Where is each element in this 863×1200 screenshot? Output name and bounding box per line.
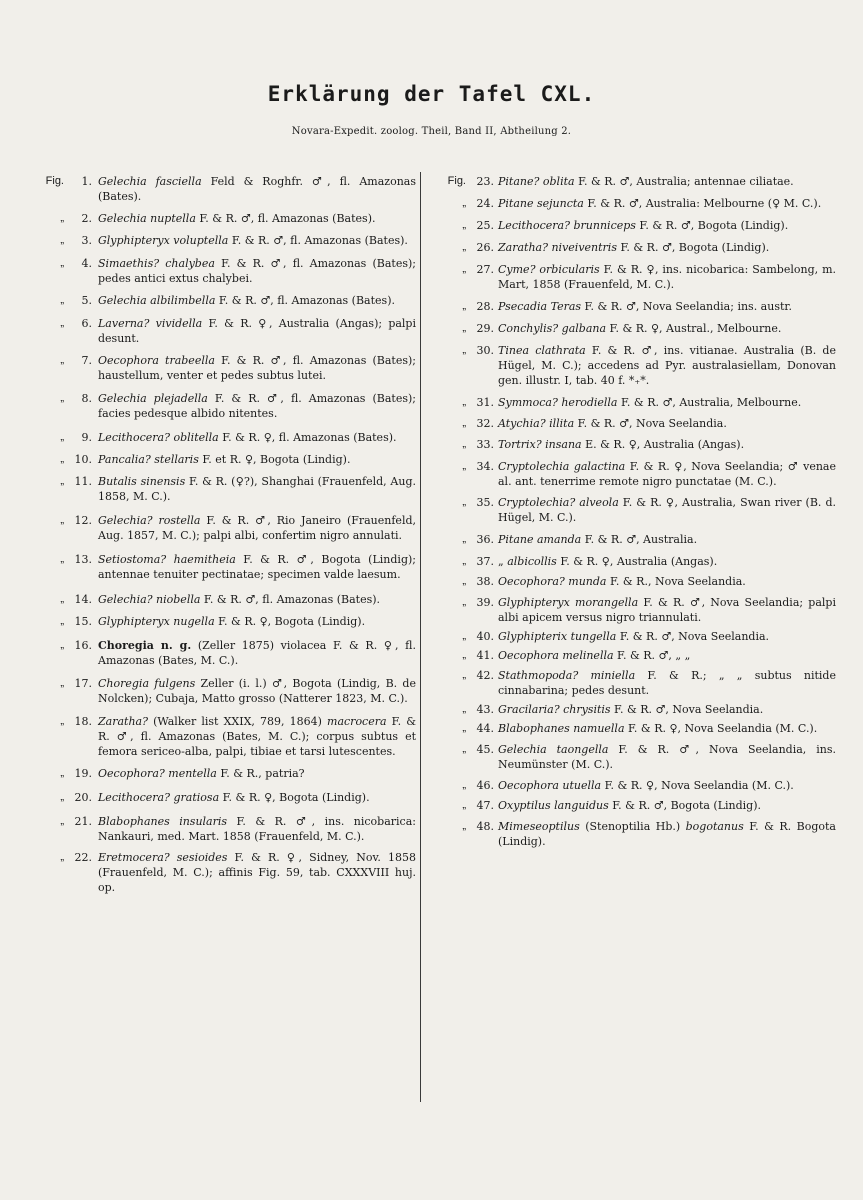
figure-entry xyxy=(430,668,840,698)
figure-entry xyxy=(30,233,420,248)
figure-marker: „ xyxy=(462,300,466,312)
species-name: Gelechia? niobella xyxy=(98,593,201,606)
figure-entry xyxy=(430,437,840,452)
species-name: Pancalia? stellaris xyxy=(98,453,199,466)
figure-entry xyxy=(430,554,840,569)
figure-description xyxy=(98,814,416,844)
figure-entry xyxy=(430,778,840,793)
figure-marker: „ xyxy=(462,533,466,545)
species-name: Mimeseoptilus xyxy=(498,820,580,833)
description-text: F. & R. ♂, Australia; antennae ciliatae. xyxy=(574,175,794,188)
figure-entry xyxy=(430,174,840,189)
description-text: F. & R. ♂, Australia. xyxy=(581,533,698,546)
figure-marker: „ xyxy=(462,219,466,231)
figure-entry xyxy=(430,595,840,625)
figure-number: 46. xyxy=(476,779,494,792)
figure-number: 33. xyxy=(476,438,494,451)
figure-entry xyxy=(30,766,420,781)
column-divider xyxy=(420,172,421,1102)
figure-number: 12. xyxy=(74,514,92,527)
figure-entry xyxy=(30,256,420,286)
figure-number: 48. xyxy=(476,820,494,833)
species-name: Gracilaria? chrysitis xyxy=(498,703,611,716)
figure-marker: „ xyxy=(60,317,64,329)
figure-marker: „ xyxy=(60,677,64,689)
figure-number: 15. xyxy=(74,615,92,628)
species-name: Gelechia plejadella xyxy=(98,392,208,405)
species-name: Tortrix? insana xyxy=(498,438,582,451)
figure-marker: „ xyxy=(60,257,64,269)
figure-number: 26. xyxy=(476,241,494,254)
species-name: Atychia? illita xyxy=(498,417,575,430)
figure-description xyxy=(498,798,836,813)
species-name: Laverna? vividella xyxy=(98,317,203,330)
description-text: F. & R. ♀, Bogota (Lindig). xyxy=(219,791,370,804)
species-name: Oecophora utuella xyxy=(498,779,602,792)
figure-number: 4. xyxy=(81,257,92,270)
figure-number: 5. xyxy=(81,294,92,307)
figure-entry xyxy=(30,592,420,607)
species-name: bogotanus xyxy=(685,820,744,833)
figure-entry xyxy=(30,391,420,421)
figure-description xyxy=(498,554,836,569)
figure-marker: „ xyxy=(462,575,466,587)
species-name: Pitane? oblita xyxy=(498,175,575,188)
figure-entry xyxy=(430,459,840,489)
figure-marker: „ xyxy=(462,241,466,253)
figure-description xyxy=(498,574,836,589)
figure-marker: „ xyxy=(462,460,466,472)
figure-description xyxy=(98,391,416,421)
figure-number: 31. xyxy=(476,396,494,409)
figure-marker: „ xyxy=(60,453,64,465)
figure-entry xyxy=(30,316,420,346)
description-text: F. & R. ♂, Nova Seelandia, ins. Neumünster (M. C.). xyxy=(498,743,836,771)
description-text: F. & R. ♂, fl. Amazonas (Bates). xyxy=(200,593,381,606)
species-name: Lecithocera? oblitella xyxy=(98,431,219,444)
species-name: Glyphipteryx morangella xyxy=(498,596,639,609)
species-name: Gelechia nuptella xyxy=(98,212,196,225)
figure-marker: „ xyxy=(60,514,64,526)
species-name: Pitane sejuncta xyxy=(498,197,584,210)
figure-marker: „ xyxy=(60,815,64,827)
figure-number: 45. xyxy=(476,743,494,756)
species-name: Blabophanes namuella xyxy=(498,722,625,735)
description-text: F. & R. ♀, ins. nicobarica: Sambelong, m. Mart, 1858 (Frauenfeld, M. C.). xyxy=(498,263,836,291)
description-text: F. & R. ♂, fl. Amazonas (Bates). xyxy=(215,294,395,307)
figure-marker: „ xyxy=(60,639,64,651)
figure-entry xyxy=(430,343,840,388)
figure-number: 11. xyxy=(74,475,92,488)
figure-number: 37. xyxy=(476,555,494,568)
figure-number: 7. xyxy=(81,354,92,367)
figure-marker: „ xyxy=(462,438,466,450)
description-text: F. & R. ♂, Bogota (Lindig). xyxy=(616,241,770,254)
description-text: F. & R. ♂, fl. Amazonas (Bates); haustellum, venter et pedes subtus lutei. xyxy=(98,354,416,382)
figure-entry xyxy=(30,638,420,668)
figure-number: 43. xyxy=(476,703,494,716)
description-text: F. & R. ♂, Nova Seelandia; ins. austr. xyxy=(581,300,792,313)
figure-description xyxy=(98,850,416,895)
figure-description xyxy=(498,343,836,388)
description-text: F. & R. ♀, Nova Seelandia (M. C.). xyxy=(601,779,794,792)
description-text: F. et R. ♀, Bogota (Lindig). xyxy=(198,453,351,466)
figure-description xyxy=(98,676,416,706)
description-text: F. & R. ♂, fl. Amazonas (Bates). xyxy=(228,234,408,247)
species-name: Setiostoma? haemitheia xyxy=(98,553,236,566)
species-name: Cryptolechia? alveola xyxy=(498,496,619,509)
figure-entry xyxy=(430,742,840,772)
species-name: Lecithocera? brunniceps xyxy=(498,219,636,232)
description-text: F. & R. (♀?), Shanghai (Frauenfeld, Aug. 1858, M. C.). xyxy=(98,475,416,503)
figure-description xyxy=(98,790,416,805)
description-text: F. & R. ♂, Nova Seelandia. xyxy=(574,417,727,430)
species-name: Conchylis? galbana xyxy=(498,322,607,335)
figure-entry xyxy=(430,240,840,255)
figure-number: 28. xyxy=(476,300,494,313)
figure-entry xyxy=(30,814,420,844)
figure-description xyxy=(498,819,836,849)
description-text: F. & R. ♂, fl. Amazonas (Bates). xyxy=(195,212,376,225)
species-name: Oecophora? munda xyxy=(498,575,607,588)
figure-marker: „ xyxy=(462,263,466,275)
figure-entry xyxy=(430,299,840,314)
figure-entry xyxy=(430,262,840,292)
figure-entry xyxy=(430,819,840,849)
species-name: Gelechia taongella xyxy=(498,743,609,756)
figure-entry xyxy=(30,452,420,467)
figure-description xyxy=(498,196,836,211)
figure-marker: „ xyxy=(462,197,466,209)
figure-entry xyxy=(30,430,420,445)
figure-number: 39. xyxy=(476,596,494,609)
species-name: Zaratha? niveiventris xyxy=(498,241,617,254)
description-text: F. & R. ♀, Bogota (Lindig). xyxy=(214,615,366,628)
description-text: F. & R. ♂, Rio Janeiro (Frauenfeld, Aug. 1857, M. C.); palpi albi, confertim nigro annulati. xyxy=(98,514,416,542)
description-text: F. & R. ♂, Nova Seelandia. xyxy=(610,703,764,716)
species-name: Symmoca? herodiella xyxy=(498,396,618,409)
species-name: Butalis sinensis xyxy=(98,475,186,488)
species-name: Cyme? orbicularis xyxy=(498,263,600,276)
figure-number: 29. xyxy=(476,322,494,335)
species-name: Glyphipterix tungella xyxy=(498,630,617,643)
figure-marker: Fig. xyxy=(447,175,466,187)
figure-description xyxy=(498,174,836,189)
figure-number: 16. xyxy=(74,639,92,652)
figure-entry xyxy=(430,218,840,233)
description-text: F. & R. ♀, fl. Amazonas (Bates). xyxy=(218,431,397,444)
species-name: Simaethis? chalybea xyxy=(98,257,215,270)
description-text: Zeller (i. l.) ♂, Bogota (Lindig, B. de Nolcken); Cubaja, Matto grosso (Natterer 1823, M. C.). xyxy=(98,677,416,705)
figure-entry xyxy=(430,532,840,547)
species-name: Gelechia fasciella xyxy=(98,175,202,188)
figure-entry xyxy=(430,702,840,717)
figure-marker: „ xyxy=(462,555,466,567)
figure-number: 34. xyxy=(476,460,494,473)
figure-entry xyxy=(30,614,420,629)
figure-description xyxy=(98,256,416,286)
species-name: Tinea clathrata xyxy=(498,344,586,357)
figure-description xyxy=(98,430,416,445)
figure-number: 25. xyxy=(476,219,494,232)
figure-description xyxy=(498,668,836,698)
figure-number: 10. xyxy=(74,453,92,466)
description-text: F. & R. ♂, „ „ xyxy=(613,649,691,662)
figure-entry xyxy=(30,174,420,204)
description-text: F. & R. ♂, Bogota (Lindig). xyxy=(608,799,762,812)
figure-number: 17. xyxy=(74,677,92,690)
figure-description xyxy=(498,721,836,736)
figure-marker: „ xyxy=(462,820,466,832)
figure-marker: „ xyxy=(462,596,466,608)
figure-description xyxy=(498,240,836,255)
figure-number: 36. xyxy=(476,533,494,546)
page-subtitle: Novara-Expedit. zoolog. Theil, Band II, Abtheilung 2. xyxy=(291,126,572,137)
figure-description xyxy=(498,778,836,793)
figure-entry xyxy=(30,353,420,383)
description-text: F. & R. ♂, Australia: Melbourne (♀ M. C.). xyxy=(583,197,822,210)
figure-marker: „ xyxy=(462,344,466,356)
right-column xyxy=(430,168,840,849)
figure-marker: „ xyxy=(60,212,64,224)
figure-description xyxy=(98,474,416,504)
figure-description xyxy=(498,395,836,410)
figure-entry xyxy=(30,850,420,895)
figure-marker: „ xyxy=(60,615,64,627)
figure-description xyxy=(498,532,836,547)
figure-entry xyxy=(30,714,420,759)
figure-entry xyxy=(430,798,840,813)
figure-number: 3. xyxy=(81,234,92,247)
figure-description xyxy=(98,614,416,629)
figure-description xyxy=(98,452,416,467)
figure-marker: „ xyxy=(462,703,466,715)
figure-entry xyxy=(30,211,420,226)
description-text: F. & R. ♂, Australia, Melbourne. xyxy=(617,396,802,409)
description-text: F. & R. ♀, Austral., Melbourne. xyxy=(606,322,782,335)
figure-entry xyxy=(30,676,420,706)
description-text: F. & R. ♂, fl. Amazonas (Bates, M. C.); corpus subtus et femora sericeo-alba, palpi, tibiae et tarsi lutescentes. xyxy=(98,715,416,758)
figure-description xyxy=(498,262,836,292)
description-text: (Walker list XXIX, 789, 1864) xyxy=(147,715,328,728)
figure-description xyxy=(498,416,836,431)
figure-description xyxy=(498,595,836,625)
figure-number: 41. xyxy=(476,649,494,662)
figure-number: 44. xyxy=(476,722,494,735)
figure-marker: „ xyxy=(462,417,466,429)
species-name: macrocera xyxy=(327,715,387,728)
description-text: F. & R., patria? xyxy=(216,767,305,780)
figure-marker: „ xyxy=(60,234,64,246)
figure-description xyxy=(498,437,836,452)
description-text: „ xyxy=(498,555,508,568)
description-text: F. & R. ♀, Nova Seelandia (M. C.). xyxy=(624,722,818,735)
species-name: Oxyptilus languidus xyxy=(498,799,609,812)
species-name: Oecophora melinella xyxy=(498,649,614,662)
figure-marker: „ xyxy=(462,649,466,661)
description-text: F. & R. ♂, Bogota (Lindig); antennae tenuiter pectinatae; specimen valde laesum. xyxy=(98,553,416,581)
figure-description xyxy=(498,299,836,314)
figure-entry xyxy=(30,474,420,504)
figure-number: 19. xyxy=(74,767,92,780)
description-text: F. & R. ♂, fl. Amazonas (Bates); facies pedesque albido nitentes. xyxy=(98,392,416,420)
figure-number: 23. xyxy=(476,175,494,188)
figure-entry xyxy=(430,196,840,211)
figure-number: 30. xyxy=(476,344,494,357)
figure-number: 40. xyxy=(476,630,494,643)
description-text: F. & R. ♀, Nova Seelandia; ♂ venae al. ant. tenerrime remote nigro punctatae (M. C.). xyxy=(498,460,836,488)
figure-marker: „ xyxy=(462,779,466,791)
figure-marker: „ xyxy=(462,669,466,681)
figure-marker: „ xyxy=(60,553,64,565)
species-name: Gelechia? rostella xyxy=(98,514,201,527)
figure-description xyxy=(98,552,416,582)
figure-description xyxy=(98,513,416,543)
figure-entry xyxy=(30,513,420,543)
figure-description xyxy=(98,211,416,226)
description-text: F. & R. ♂, ins. nicobarica: Nankauri, med. Mart. 1858 (Frauenfeld, M. C.). xyxy=(98,815,416,843)
description-text: Feld & Roghfr. ♂, fl. Amazonas (Bates). xyxy=(98,175,416,203)
species-name: Cryptolechia galactina xyxy=(498,460,626,473)
figure-description xyxy=(98,353,416,383)
figure-number: 8. xyxy=(81,392,92,405)
species-name: Glyphipteryx nugella xyxy=(98,615,215,628)
description-text: F. & R. ♀, Sidney, Nov. 1858 (Frauenfeld, M. C.); affinis Fig. 59, tab. CXXXVIII huj. op. xyxy=(98,851,416,894)
figure-number: 22. xyxy=(74,851,92,864)
figure-description xyxy=(498,648,836,663)
description-text: E. & R. ♀, Australia (Angas). xyxy=(581,438,745,451)
figure-number: 47. xyxy=(476,799,494,812)
figure-entry xyxy=(430,648,840,663)
figure-marker: „ xyxy=(462,496,466,508)
figure-entry xyxy=(430,495,840,525)
figure-entry xyxy=(430,395,840,410)
description-text: F. & R., Nova Seelandia. xyxy=(606,575,746,588)
figure-marker: „ xyxy=(60,851,64,863)
figure-number: 14. xyxy=(74,593,92,606)
figure-marker: „ xyxy=(60,294,64,306)
figure-marker: „ xyxy=(462,322,466,334)
species-name: Oecophora? mentella xyxy=(98,767,217,780)
figure-marker: „ xyxy=(60,354,64,366)
figure-marker: „ xyxy=(60,431,64,443)
figure-marker: „ xyxy=(462,396,466,408)
figure-description xyxy=(498,459,836,489)
figure-number: 24. xyxy=(476,197,494,210)
species-name: Eretmocera? sesioides xyxy=(98,851,228,864)
species-name: Lecithocera? gratiosa xyxy=(98,791,220,804)
figure-description xyxy=(98,233,416,248)
description-text: (Stenoptilia Hb.) xyxy=(579,820,686,833)
figure-number: 2. xyxy=(81,212,92,225)
figure-entry xyxy=(430,321,840,336)
figure-marker: „ xyxy=(462,743,466,755)
figure-number: 1. xyxy=(81,175,92,188)
figure-marker: „ xyxy=(60,593,64,605)
figure-entry xyxy=(30,790,420,805)
species-name: Zaratha? xyxy=(98,715,148,728)
figure-description xyxy=(98,316,416,346)
figure-number: 38. xyxy=(476,575,494,588)
figure-marker: „ xyxy=(462,722,466,734)
description-text: (Zeller 1875) violacea F. & R. ♀, fl. Amazonas (Bates, M. C.). xyxy=(98,639,417,667)
description-text: F. & R. ♂, fl. Amazonas (Bates); pedes antici extus chalybei. xyxy=(98,257,416,285)
figure-marker: Fig. xyxy=(45,175,64,187)
figure-entry xyxy=(430,721,840,736)
figure-number: 21. xyxy=(74,815,92,828)
species-name: Psecadia Teras xyxy=(498,300,582,313)
description-text: F. & R. ♂, ins. vitianae. Australia (B. de Hügel, M. C.); accedens ad Pyr. australasiellam, Donovan gen. illustr. I, tab. 40 f. *₊*. xyxy=(498,344,836,387)
figure-number: 6. xyxy=(81,317,92,330)
figure-description xyxy=(98,714,416,759)
figure-number: 27. xyxy=(476,263,494,276)
figure-description xyxy=(498,629,836,644)
figure-marker: „ xyxy=(462,799,466,811)
figure-entry xyxy=(30,552,420,582)
species-name: Choregia fulgens xyxy=(98,677,196,690)
species-name: Gelechia albilimbella xyxy=(98,294,216,307)
figure-description xyxy=(98,592,416,607)
figure-description xyxy=(498,495,836,525)
description-text: F. & R.; „ „ subtus nitide cinnabarina; pedes desunt. xyxy=(498,669,836,697)
genus-name: Choregia n. g. xyxy=(98,639,192,652)
figure-entry xyxy=(430,574,840,589)
page-title: Erklärung der Tafel CXL. xyxy=(267,82,596,106)
description-text: F. & R. ♂, Nova Seelandia. xyxy=(616,630,770,643)
figure-number: 32. xyxy=(476,417,494,430)
figure-marker: „ xyxy=(60,392,64,404)
figure-marker: „ xyxy=(60,715,64,727)
left-column xyxy=(30,168,420,895)
figure-entry xyxy=(430,416,840,431)
description-text: F. & R. Bogota (Lindig). xyxy=(498,820,836,848)
figure-description xyxy=(98,766,416,781)
figure-description xyxy=(98,638,416,668)
description-text: F. & R. ♂, Bogota (Lindig). xyxy=(635,219,789,232)
figure-marker: „ xyxy=(60,767,64,779)
figure-description xyxy=(98,174,416,204)
species-name: Stathmopoda? miniella xyxy=(498,669,636,682)
figure-entry xyxy=(30,293,420,308)
figure-number: 42. xyxy=(476,669,494,682)
figure-marker: „ xyxy=(60,791,64,803)
figure-number: 13. xyxy=(74,553,92,566)
description-text: F. & R. ♀, Australia (Angas). xyxy=(556,555,718,568)
figure-marker: „ xyxy=(462,630,466,642)
figure-description xyxy=(498,742,836,772)
description-text: F. & R. ♀, Australia (Angas); palpi desunt. xyxy=(98,317,416,345)
figure-number: 9. xyxy=(81,431,92,444)
species-name: Pitane amanda xyxy=(498,533,582,546)
figure-marker: „ xyxy=(60,475,64,487)
figure-description xyxy=(498,702,836,717)
species-name: albicollis xyxy=(507,555,557,568)
figure-number: 35. xyxy=(476,496,494,509)
figure-entry xyxy=(430,629,840,644)
description-text: F. & R. ♂, Nova Seelandia; palpi albi apicem versus nigro triannulati. xyxy=(498,596,836,624)
figure-description xyxy=(498,218,836,233)
figure-number: 18. xyxy=(74,715,92,728)
species-name: Oecophora trabeella xyxy=(98,354,215,367)
description-text: F. & R. ♀, Australia, Swan river (B. d. Hügel, M. C.). xyxy=(498,496,836,524)
figure-description xyxy=(498,321,836,336)
species-name: Glyphipteryx voluptella xyxy=(98,234,229,247)
figure-number: 20. xyxy=(74,791,92,804)
figure-description xyxy=(98,293,416,308)
species-name: Blabophanes insularis xyxy=(98,815,228,828)
